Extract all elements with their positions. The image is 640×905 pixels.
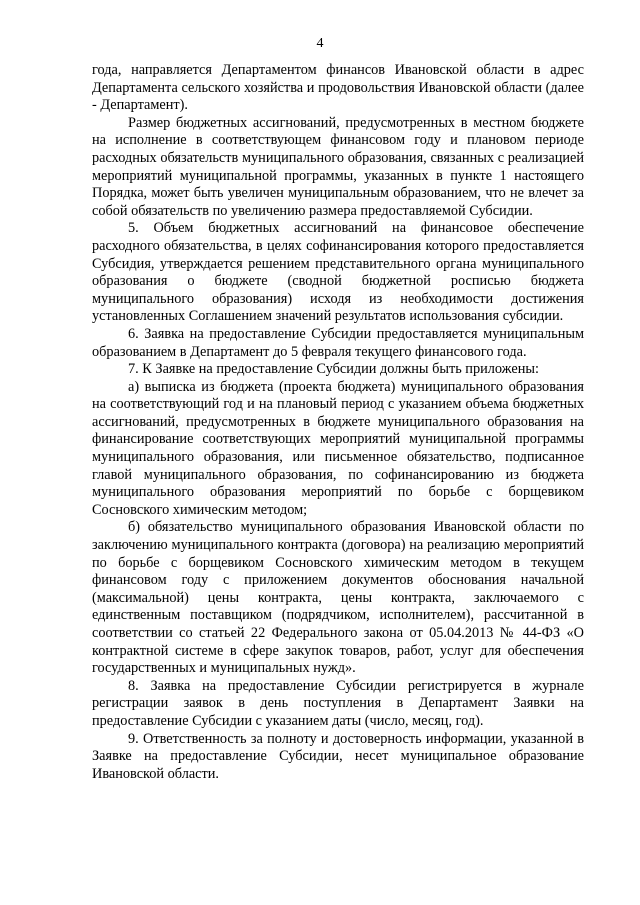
paragraph-item-7a: а) выписка из бюджета (проекта бюджета) муниципального образования на соответствующий год и на плановый период с указанием объема бюджетных ассигнований, предусмотренных в бюджете муниципального образования на финансирование соответствующих мероприятий муниципальной программы муниципального образования, или письменное обязательство, подписанное главой муниципального образования, по софинансированию из бюджета муниципального образования мероприятий по борьбе с борщевиком Сосновского химическим методом; <box>92 378 584 518</box>
document-body <box>92 62 584 783</box>
paragraph-subsidy-budget-size: Размер бюджетных ассигнований, предусмотренных в местном бюджете на исполнение в соответствующем финансовом году и плановом периоде расходных обязательств муниципального образования, связанных с реализацией мероприятий муниципальной программы, указанных в пункте 1 настоящего Порядка, может быть увеличен муниципальным образованием, что не влечет за собой обязательств по увеличению размера предоставляемой Субсидии. <box>92 114 584 219</box>
paragraph-item-5: 5. Объем бюджетных ассигнований на финансовое обеспечение расходного обязательства, в целях софинансирования которого предоставляется Субсидия, утверждается решением представительного органа муниципального образования о бюджете (сводной бюджетной росписью бюджета муниципального образования) исходя из необходимости достижения установленных Соглашением значений результатов использования субсидии. <box>92 220 584 325</box>
paragraph-item-7b: б) обязательство муниципального образования Ивановской области по заключению муниципального контракта (договора) на реализацию мероприятий по борьбе с борщевиком Сосновского химическим методом в текущем финансовом году с приложением документов обоснования начальной (максимальной) цены контракта, цены контракта, заключаемого с единственным поставщиком (подрядчиком, исполнителем), рассчитанной в соответствии со статьей 22 Федерального закона от 05.04.2013 № 44-ФЗ «О контрактной системе в сфере закупок товаров, работ, услуг для обеспечения государственных и муниципальных нужд». <box>92 519 584 677</box>
paragraph-item-9: 9. Ответственность за полноту и достоверность информации, указанной в Заявке на предоставление Субсидии, несет муниципальное образование Ивановской области. <box>92 730 584 782</box>
paragraph-item-7: 7. К Заявке на предоставление Субсидии должны быть приложены: <box>128 361 539 378</box>
paragraph-continuation: года, направляется Департаментом финансов Ивановской области в адрес Департамента сельского хозяйства и продовольствия Ивановской области (далее - Департамент). <box>92 62 584 114</box>
paragraph-item-6: 6. Заявка на предоставление Субсидии предоставляется муниципальным образованием в Департамент до 5 февраля текущего финансового года. <box>92 325 584 360</box>
page-number: 4 <box>316 36 324 51</box>
paragraph-item-8: 8. Заявка на предоставление Субсидии регистрируется в журнале регистрации заявок в день поступления в Департамент Заявки на предоставление Субсидии с указанием даты (число, месяц, год). <box>92 677 584 729</box>
